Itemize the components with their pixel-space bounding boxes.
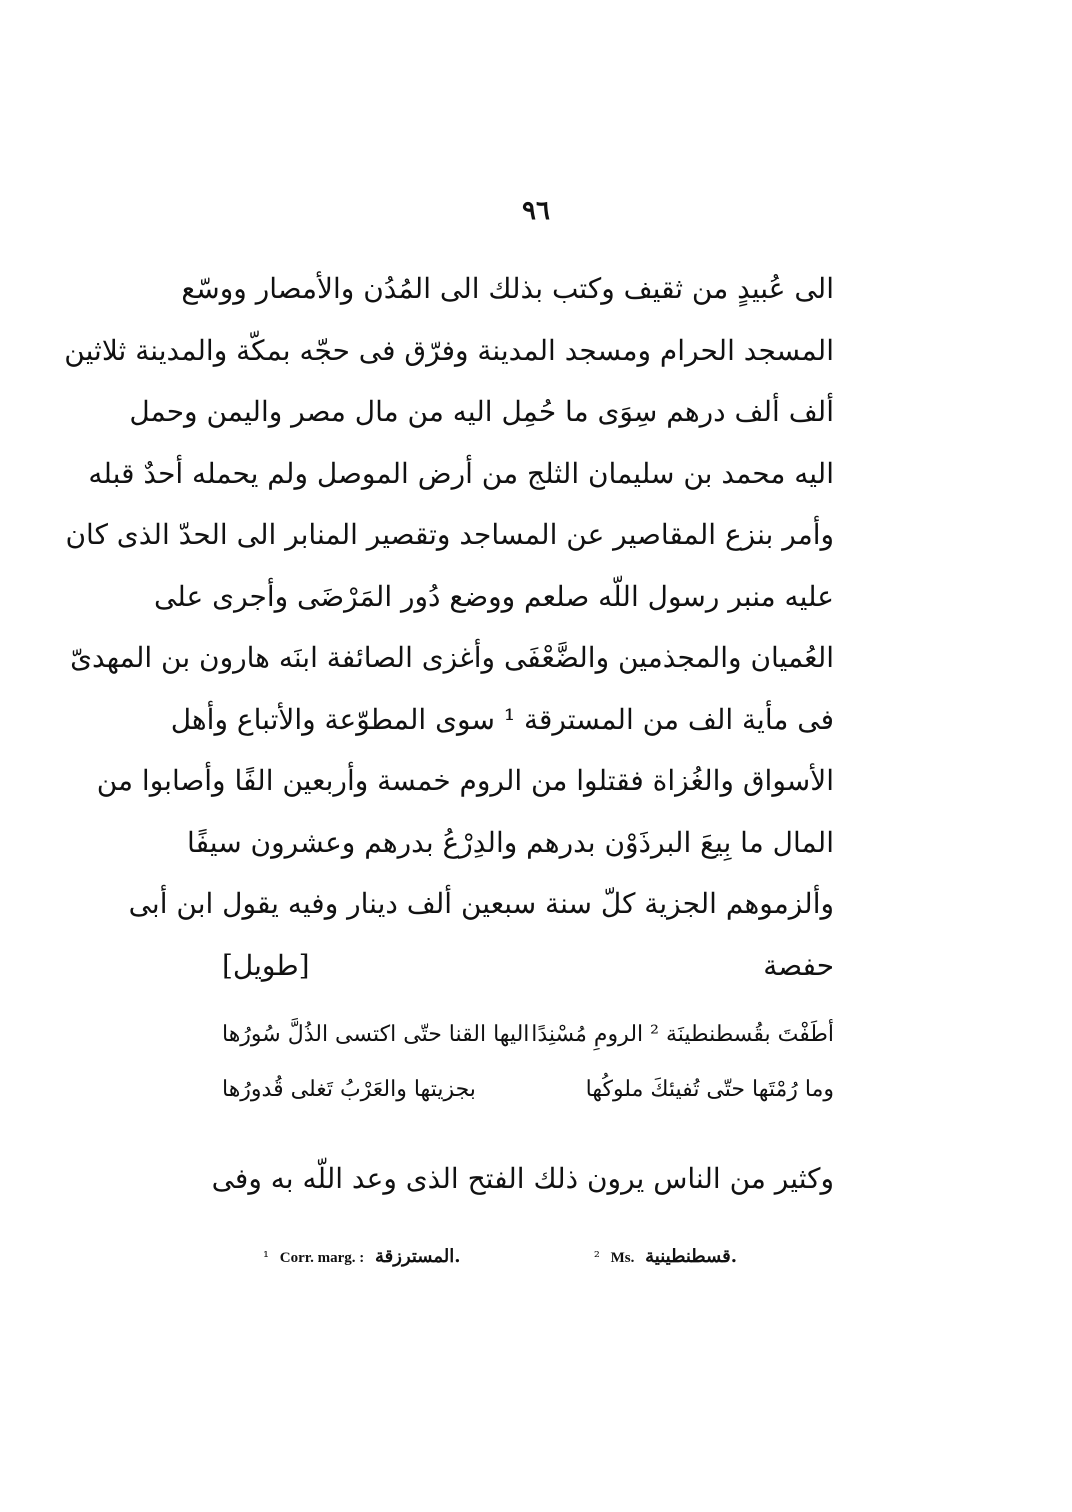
footnote-2	[591, 1246, 740, 1267]
verse-1-second-hemistich: اليها القنا حتّى اكتسى الذُلَّ سُورُها	[222, 1022, 530, 1047]
page-number: ٩٦	[522, 196, 550, 226]
verse-2-second-hemistich: بجزيتها والعَرْبُ تَغلى قُدورُها	[222, 1077, 476, 1102]
verse-1-first-hemistich: أطَفْتَ بقُسطنطينَة ² الرومِ مُسْنِدًا	[531, 1022, 834, 1047]
body-line-7: العُميان والمجذمين والضَّعْفَى وأغزى الصائفة ابنَه هارون بن المهدىّ	[70, 641, 834, 674]
poem-verse-2	[222, 1077, 834, 1102]
body-paragraph	[64, 258, 834, 996]
body-line-12	[222, 935, 834, 997]
footnotes	[260, 1246, 740, 1267]
body-line-4: اليه محمد بن سليمان الثلج من أرض الموصل ولم يحمله أحدٌ قبله	[88, 456, 834, 490]
footnote-1-marker: ¹	[263, 1248, 270, 1266]
body-line-5: وأمر بنزع المقاصير عن المساجد وتقصير المنابر الى الحدّ الذى كان	[65, 518, 834, 551]
body-line-2: المسجد الحرام ومسجد المدينة وفرّق فى حجّه بمكّة والمدينة ثلاثين	[64, 333, 834, 367]
body-line-6: عليه منبر رسول اللّه صلعم ووضع دُور المَرْضَى وأجرى على	[153, 579, 834, 613]
body-line-9: الأسواق والغُزاة فقتلوا من الروم خمسة وأربعين الفًا وأصابوا من	[96, 764, 834, 797]
footnote-2-marker: ²	[593, 1248, 600, 1266]
poem-verse-1	[222, 1022, 834, 1047]
body-line-8: فى مأية الف من المسترقة ¹ سوى المطوّعة والأتباع وأهل	[170, 702, 834, 736]
body-line-3: ألف ألف درهم سِوَى ما حُمِل اليه من مال مصر واليمن وحمل	[129, 395, 834, 428]
meter-label: [طويل]	[222, 948, 310, 982]
body-line-1: الى عُبيدٍ من ثقيف وكتب بذلك الى المُدُن والأمصار ووسّع	[181, 272, 834, 305]
footnote-1-arabic: المسترزقة.	[375, 1246, 461, 1267]
footnote-2-label: Ms.	[610, 1250, 635, 1266]
closing-line: وكثير من الناس يرون ذلك الفتح الذى وعد اللّه به وفى	[211, 1162, 834, 1195]
body-line-11: وألزموهم الجزية كلّ سنة سبعين ألف دينار وفيه يقول ابن أبى	[128, 887, 834, 920]
last-line-text: حفصة	[763, 948, 834, 982]
footnote-2-arabic: قسطنطينية.	[645, 1246, 737, 1267]
footnote-1	[260, 1246, 464, 1267]
verse-2-first-hemistich: وما رُمْتَها حتّى تُفيئكَ ملوكُها	[585, 1077, 834, 1102]
footnote-1-label: Corr. marg. :	[279, 1250, 365, 1266]
body-line-10: المال ما بِيعَ البرذَوْن بدرهم والدِرْعُ بدرهم وعشرون سيفًا	[187, 825, 834, 859]
